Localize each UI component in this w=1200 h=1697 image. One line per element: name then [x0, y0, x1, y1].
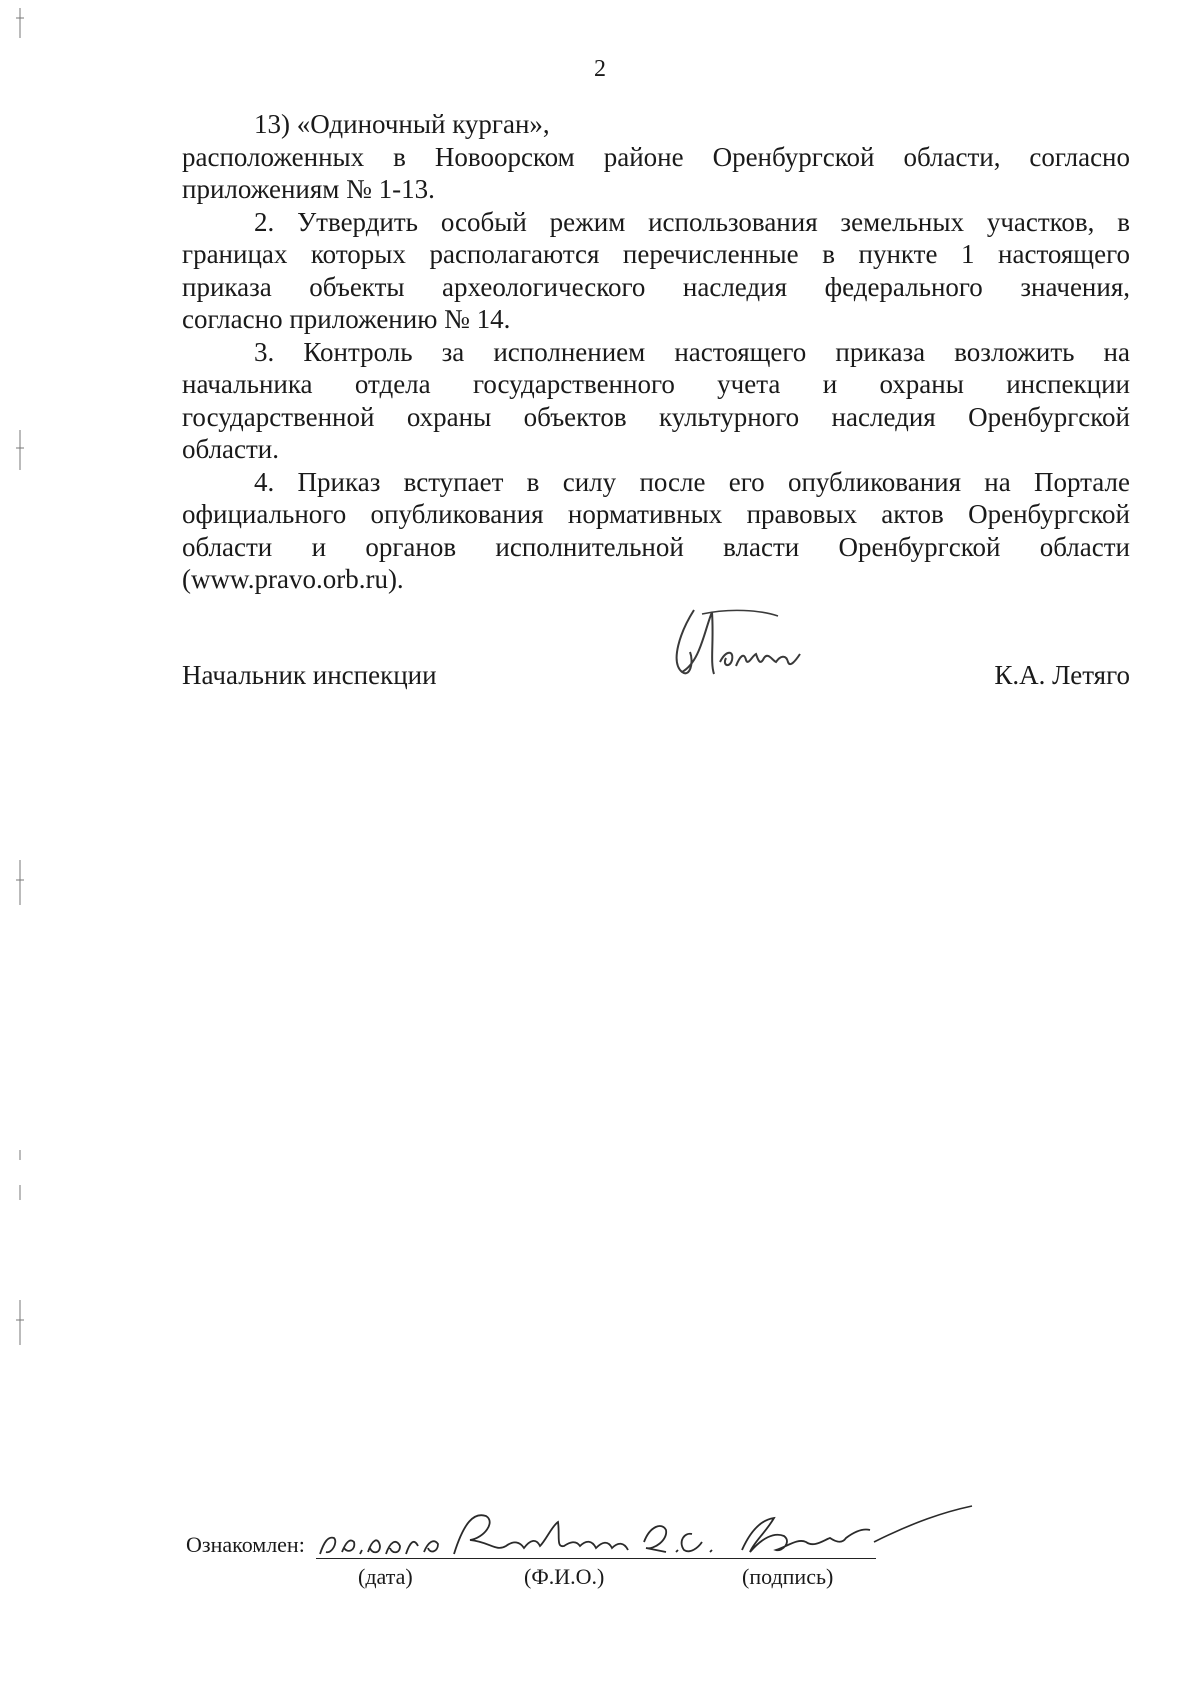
text-line: 13) «Одиночный курган»,	[254, 109, 550, 139]
text-line: 3. Контроль за исполнением настоящего приказа возложить на	[254, 336, 1130, 367]
acknowledgement-label: Ознакомлен:	[186, 1532, 305, 1557]
text-line: области.	[182, 434, 280, 464]
text-line: начальника отдела государственного учета и охраны инспекции	[182, 369, 1130, 399]
acknowledgement-underline	[316, 1558, 876, 1559]
text-line: официального опубликования нормативных правовых актов Оренбургской	[182, 499, 1130, 529]
page-number: 2	[594, 56, 606, 82]
text-line: государственной охраны объектов культурного наследия Оренбургской	[182, 401, 1130, 432]
signature-block	[182, 660, 1130, 700]
text-line: области и органов исполнительной власти Оренбургской области	[182, 531, 1130, 562]
signer-name: К.А. Летяго	[994, 660, 1130, 690]
date-caption: (дата)	[358, 1564, 413, 1589]
text-line: согласно приложению № 14.	[182, 304, 511, 334]
signer-title: Начальник инспекции	[182, 660, 437, 690]
paragraph-4	[182, 466, 1130, 596]
text-line: (www.pravo.orb.ru).	[182, 564, 404, 594]
signature-caption: (подпись)	[742, 1564, 834, 1589]
paragraph-2	[182, 206, 1130, 336]
text-line: 4. Приказ вступает в силу после его опубликования на Портале	[254, 466, 1130, 497]
acknowledgement-handwriting	[314, 1502, 974, 1562]
order-body	[182, 108, 1130, 596]
text-line: границах которых располагаются перечисленные в пункте 1 настоящего	[182, 239, 1130, 269]
fio-caption: (Ф.И.О.)	[524, 1564, 605, 1589]
paragraph-3	[182, 336, 1130, 466]
acknowledgement-block	[186, 1502, 966, 1592]
scan-edge-marks	[14, 0, 26, 1697]
text-line: приказа объекты археологического наследия федерального значения,	[182, 271, 1130, 302]
text-line: 2. Утвердить особый режим использования земельных участков, в	[254, 206, 1130, 237]
paragraph-item-13	[182, 108, 1130, 141]
text-line: приложениям № 1-13.	[182, 174, 435, 204]
text-line: расположенных в Новоорском районе Оренбургской области, согласно	[182, 141, 1130, 172]
paragraph-location	[182, 141, 1130, 206]
